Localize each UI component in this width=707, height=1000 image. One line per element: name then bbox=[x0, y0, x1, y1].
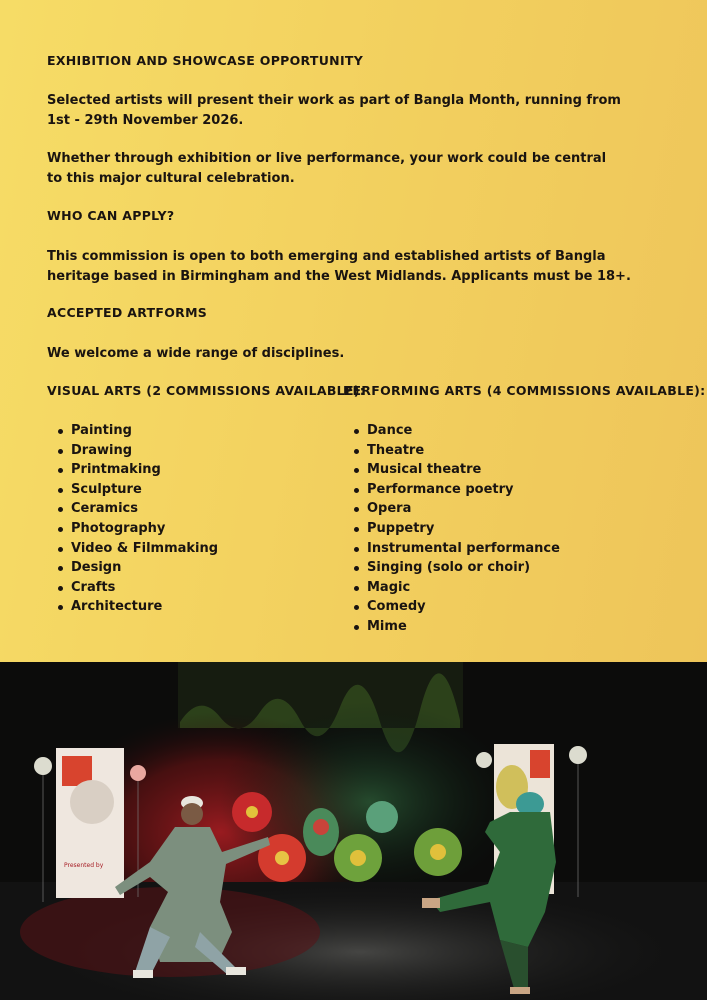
list-item: Drawing bbox=[47, 441, 218, 461]
balloon bbox=[34, 757, 52, 775]
list-item: Musical theatre bbox=[343, 460, 560, 480]
list-item: Photography bbox=[47, 519, 218, 539]
performing-arts-list bbox=[343, 421, 560, 637]
list-item: Magic bbox=[343, 578, 560, 598]
who-can-apply-heading: WHO CAN APPLY? bbox=[47, 208, 175, 223]
list-item: Design bbox=[47, 558, 218, 578]
accepted-artforms-heading: ACCEPTED ARTFORMS bbox=[47, 305, 208, 320]
stage-scene bbox=[0, 662, 707, 1000]
accepted-artforms-paragraph: We welcome a wide range of disciplines. bbox=[47, 346, 345, 361]
exhibition-paragraph-1: Selected artists will present their work as part of Bangla Month, running from 1st - 29th November 2026. bbox=[47, 93, 621, 128]
stage-performance-photo bbox=[0, 662, 707, 1000]
banner-presented-by: Presented by bbox=[64, 862, 104, 869]
performing-arts-heading: PERFORMING ARTS (4 COMMISSIONS AVAILABLE): bbox=[343, 383, 706, 398]
balloon bbox=[569, 746, 587, 764]
balloon bbox=[130, 765, 146, 781]
list-item: Crafts bbox=[47, 578, 218, 598]
list-item: Video & Filmmaking bbox=[47, 539, 218, 559]
list-item: Ceramics bbox=[47, 499, 218, 519]
list-item: Architecture bbox=[47, 597, 218, 617]
exhibition-heading: EXHIBITION AND SHOWCASE OPPORTUNITY bbox=[47, 53, 364, 68]
list-item: Puppetry bbox=[343, 519, 560, 539]
who-can-apply-paragraph: This commission is open to both emerging and established artists of Bangla heritage based in Birmingham and the West Midlands. Applicants must be 18+. bbox=[47, 249, 631, 284]
list-item: Printmaking bbox=[47, 460, 218, 480]
list-item: Mime bbox=[343, 617, 560, 637]
list-item: Dance bbox=[343, 421, 560, 441]
balloon bbox=[476, 752, 492, 768]
visual-arts-heading: VISUAL ARTS (2 COMMISSIONS AVAILABLE): bbox=[47, 383, 366, 398]
list-item: Theatre bbox=[343, 441, 560, 461]
exhibition-paragraph-2: Whether through exhibition or live performance, your work could be central to this major cultural celebration. bbox=[47, 151, 607, 186]
list-item: Sculpture bbox=[47, 480, 218, 500]
list-item: Opera bbox=[343, 499, 560, 519]
list-item: Comedy bbox=[343, 597, 560, 617]
list-item: Performance poetry bbox=[343, 480, 560, 500]
list-item: Instrumental performance bbox=[343, 539, 560, 559]
visual-arts-list bbox=[47, 421, 218, 617]
list-item: Painting bbox=[47, 421, 218, 441]
list-item: Singing (solo or choir) bbox=[343, 558, 560, 578]
